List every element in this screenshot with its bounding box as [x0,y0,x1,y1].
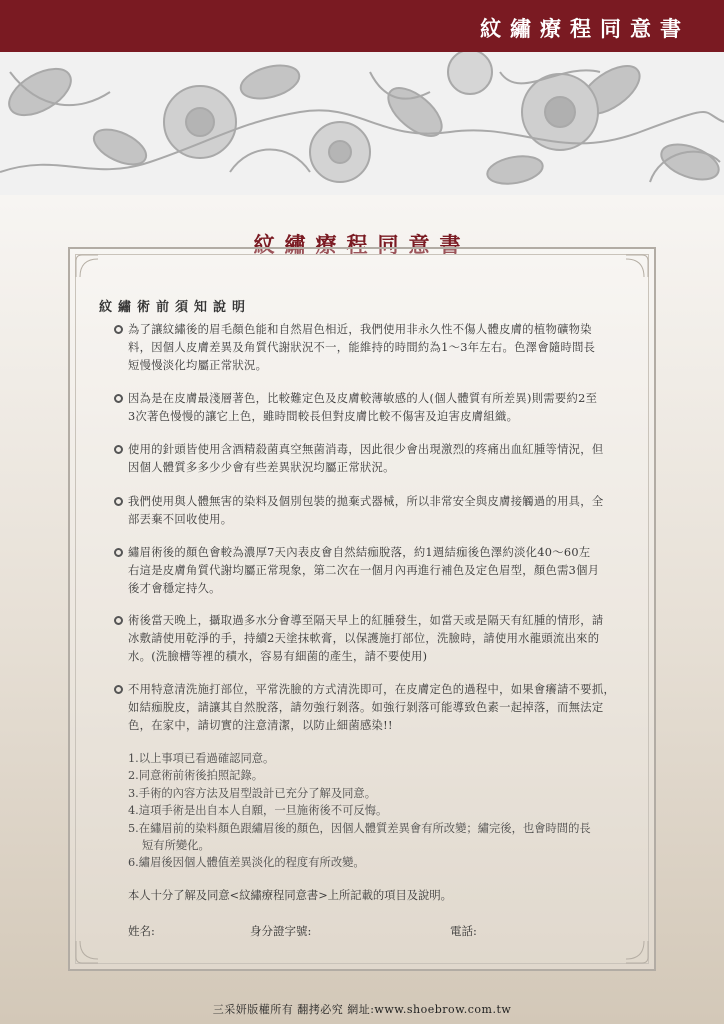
bullet-icon [114,394,123,403]
section-heading: 紋繡術前須知說明 [99,300,252,315]
bullet-icon [114,616,123,625]
bullet-icon [114,497,123,506]
corner-ornament-icon [624,939,650,965]
bullet-icon [114,548,123,557]
list-item: 不用特意清洗施打部位，平常洗臉的方式清洗即可，在皮膚定色的過程中，如果會癢請不要抓， 如結痂脫皮，請讓其自然脫落，請勿強行剝落。如強行剝落可能導致色素一起掉落，而無法定 色，在家中，請切實的注意清潔，以防止細菌感染!! [114,681,634,735]
corner-ornament-icon [74,939,100,965]
bullet-icon [114,445,123,454]
corner-ornament-icon [74,253,100,279]
numbered-item: 5.在繡眉前的染料顏色跟繡眉後的顏色，因個人體質差異會有所改變；繡完後，也會時間的長 [128,821,591,835]
numbered-item: 2.同意術前術後拍照記錄。 [128,769,264,783]
corner-ornament-icon [624,253,650,279]
list-item: 術後當天晚上，攝取過多水分會導至隔天早上的紅腫發生，如當天或是隔天有紅腫的情形，請 冰敷請使用乾淨的手，持續2天塗抹軟膏，以保護施打部位，洗臉時，請使用水龍頭流出來的 水。(洗臉槽等裡的積水，容易有細菌的產生，請不要使用) [114,612,634,666]
footer-copyright: 三采妍版權所有 翻拷必究 網址:www.shoebrow.com.tw [212,1003,512,1016]
list-item: 我們使用與人體無害的染料及個別包裝的拋棄式器械，所以非常安全與皮膚接觸過的用具，全 部丟棄不回收使用。 [114,493,634,529]
consent-statement: 本人十分了解及同意<紋繡療程同意書>上所記載的項目及說明。 [128,889,452,902]
list-item: 為了讓紋繡後的眉毛顏色能和自然眉色相近，我們使用非永久性不傷人體皮膚的植物礦物染 料，因個人皮膚差異及角質代謝狀況不一，能維持的時間約為1～3年左右。色澤會隨時間長 短慢慢淡化均屬正常狀況。 [114,321,634,375]
numbered-item: 6.繡眉後因個人體值差異淡化的程度有所改變。 [128,856,365,870]
list-item: 繡眉術後的顏色會較為濃厚7天內表皮會自然結痂脫落，約1週結痂後色澤約淡化40～60左 右這是皮膚角質代謝均屬正常現象，第二次在一個月內再進行補色及定色眉型，顏色需3個月 後才會穩定持久。 [114,544,634,598]
header-title: 紋繡療程同意書 [480,16,690,41]
header-bar [0,0,724,52]
bullet-icon [114,325,123,334]
numbered-item: 1.以上事項已看過確認同意。 [128,752,275,765]
numbered-item: 4.這項手術是出自本人自願，一旦施術後不可反悔。 [128,804,388,818]
list-item: 使用的針頭皆使用含酒精殺菌真空無菌消毒，因此很少會出現激烈的疼痛出血紅腫等情況，但 因個人體質多多少少會有些差異狀況均屬正常狀況。 [114,441,634,477]
id-number-field-label[interactable]: 身分證字號: [250,924,312,938]
list-item: 因為是在皮膚最淺層著色，比較難定色及皮膚較薄敏感的人(個人體質有所差異)則需要約2至 3次著色慢慢的讓它上色，雖時間較長但對皮膚比較不傷害及迫害皮膚組織。 [114,390,634,426]
bullet-icon [114,685,123,694]
name-field-label[interactable]: 姓名: [128,924,155,938]
numbered-item-continuation: 短有所變化。 [142,839,210,853]
floral-banner [0,52,724,195]
document-title: 紋繡療程同意書 [253,232,471,257]
phone-field-label[interactable]: 電話: [450,924,477,938]
floral-pattern-icon [0,52,724,195]
numbered-item: 3.手術的內容方法及眉型設計已充分了解及同意。 [128,786,377,800]
numbered-list [128,750,634,872]
